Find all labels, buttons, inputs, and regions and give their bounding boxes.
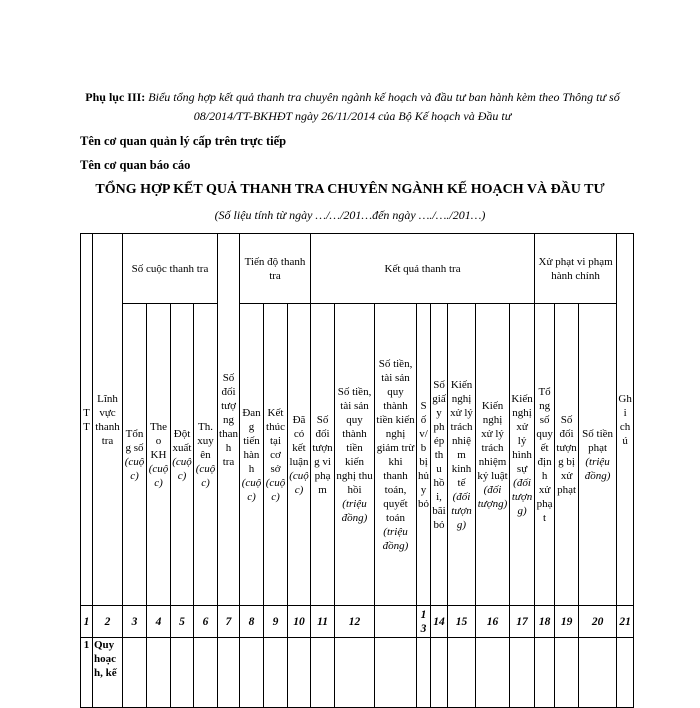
table-cell	[288, 638, 311, 708]
table-cell	[579, 638, 617, 708]
group-penalties: Xử phạt vi phạm hành chính	[535, 234, 617, 304]
header-econ-liability: Kiến nghị xử lý trách nhiệm kinh tế (đối tượng)	[448, 304, 476, 606]
table-cell	[375, 638, 417, 708]
table-cell	[476, 638, 510, 708]
table-cell	[264, 638, 288, 708]
appendix-text: Biểu tổng hợp kết quả thanh tra chuyên ngành kế hoạch và đầu tư ban hành kèm theo Thông tư số 08/2014/TT-BKHĐT ngày 26/11/2014 của Bộ Kế hoạch và Đầu tư	[145, 90, 620, 123]
header-note: Ghi chú	[617, 234, 634, 606]
col-number: 14	[431, 606, 448, 638]
group-inspections: Số cuộc thanh tra	[123, 234, 218, 304]
table-cell	[147, 638, 171, 708]
header-violators: Số đối tượng vi phạm	[311, 304, 335, 606]
col-number: 12	[335, 606, 375, 638]
table-cell	[555, 638, 579, 708]
table-cell	[417, 638, 431, 708]
col-number: 2	[93, 606, 123, 638]
col-number: 8	[240, 606, 264, 638]
col-number: 16	[476, 606, 510, 638]
table-cell	[123, 638, 147, 708]
col-number: 5	[171, 606, 194, 638]
col-number: 7	[218, 606, 240, 638]
col-number: 17	[510, 606, 535, 638]
col-number: 6	[194, 606, 218, 638]
header-money-deduction: Số tiền, tài sản quy thành tiền kiến nghị giảm trừ khi thanh toán, quyết toán (triệu đồng)	[375, 304, 417, 606]
appendix-prefix: Phụ lục III:	[85, 90, 146, 104]
col-number: 19	[555, 606, 579, 638]
table-cell	[311, 638, 335, 708]
header-planned: Theo KH (cuộc)	[147, 304, 171, 606]
header-discipline: Kiến nghị xử lý trách nhiệm kỷ luật (đối tượng)	[476, 304, 510, 606]
table-row	[81, 638, 634, 708]
col-number: 21	[617, 606, 634, 638]
header-tt: TT	[81, 234, 93, 606]
header-concluded: Đã có kết luận (cuộc)	[288, 304, 311, 606]
row-field: Quy hoạch, kế	[93, 638, 123, 708]
table-cell	[617, 638, 634, 708]
col-number	[375, 606, 417, 638]
row-number: 1	[81, 638, 93, 708]
header-adhoc: Đột xuất (cuộc)	[171, 304, 194, 606]
table-cell	[240, 638, 264, 708]
header-total: Tổng số (cuộc)	[123, 304, 147, 606]
table-cell	[171, 638, 194, 708]
col-number: 9	[264, 606, 288, 638]
col-number: 3	[123, 606, 147, 638]
table-cell	[510, 638, 535, 708]
header-subjects: Số đối tượng thanh tra	[218, 234, 240, 606]
superior-agency-label: Tên cơ quan quản lý cấp trên trực tiếp	[80, 134, 287, 148]
header-money-recovery: Số tiền, tài sản quy thành tiền kiến nghị thu hồi (triệu đồng)	[335, 304, 375, 606]
header-ongoing: Th. xuyên (cuộc)	[194, 304, 218, 606]
col-number: 4	[147, 606, 171, 638]
header-in-progress: Đang tiến hành (cuộc)	[240, 304, 264, 606]
header-docs-amended: Số giấy phép thu hồi, bãi bỏ	[431, 304, 448, 606]
header-decisions: Tổng số quyết định xử phạt	[535, 304, 555, 606]
period-note: (Số liệu tính từ ngày …/…/201…đến ngày …./…./201…)	[214, 208, 486, 222]
header-docs-repealed: Số v/b bị hủy bỏ	[417, 304, 431, 606]
header-field: Lĩnh vực thanh tra	[93, 234, 123, 606]
table-cell	[535, 638, 555, 708]
appendix-heading	[80, 88, 625, 126]
col-number: 1	[81, 606, 93, 638]
report-title: TỔNG HỢP KẾT QUẢ THANH TRA CHUYÊN NGÀNH KẾ HOẠCH VÀ ĐẦU TƯ	[95, 182, 605, 197]
col-number: 20	[579, 606, 617, 638]
table-cell	[194, 638, 218, 708]
header-fine-amount: Số tiền phạt (triệu đồng)	[579, 304, 617, 606]
header-penalized: Số đối tượng bị xử phạt	[555, 304, 579, 606]
col-number: 18	[535, 606, 555, 638]
group-progress: Tiến độ thanh tra	[240, 234, 311, 304]
table-cell	[218, 638, 240, 708]
col-number: 11	[311, 606, 335, 638]
column-number-row	[81, 606, 634, 638]
table-cell	[431, 638, 448, 708]
header-criminal: Kiến nghị xử lý hình sự (đối tượng)	[510, 304, 535, 606]
inspection-results-table	[80, 233, 634, 708]
table-cell	[448, 638, 476, 708]
col-number: 10	[288, 606, 311, 638]
col-number: 15	[448, 606, 476, 638]
reporting-agency-label: Tên cơ quan báo cáo	[80, 158, 191, 172]
table-cell	[335, 638, 375, 708]
group-results: Kết quả thanh tra	[311, 234, 535, 304]
col-number: 13	[417, 606, 431, 638]
header-done-onsite: Kết thúc tại cơ sở (cuộc)	[264, 304, 288, 606]
